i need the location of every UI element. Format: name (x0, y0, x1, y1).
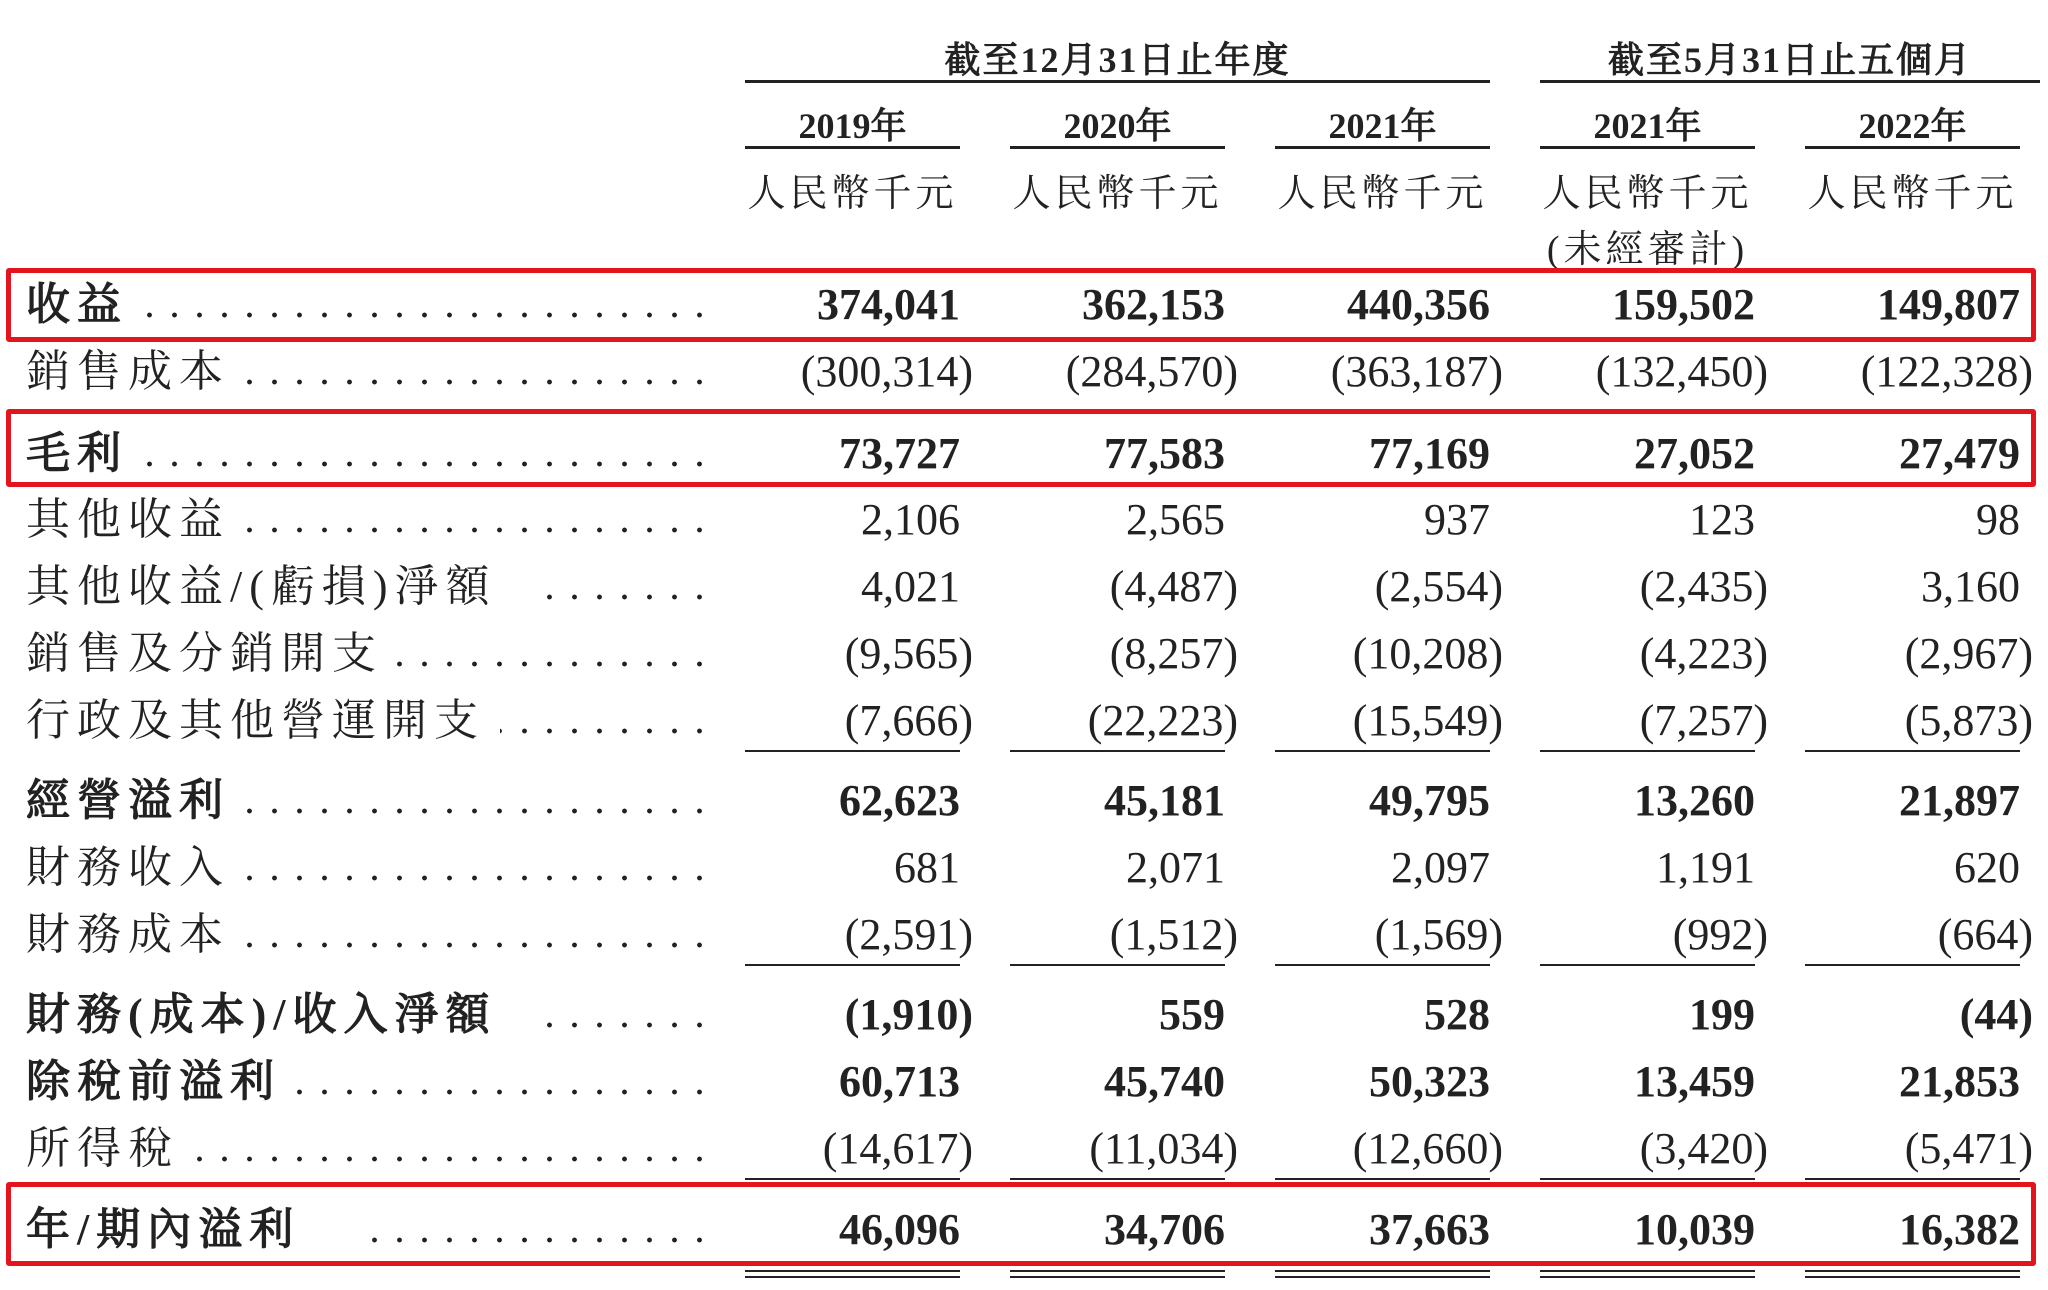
cell-value: (12,660) (1352, 1124, 1503, 1173)
cell-value: (2,554) (1374, 562, 1503, 611)
cell-value: 2,565 (1126, 495, 1225, 544)
cell-value: 937 (1424, 495, 1490, 544)
col-unit-2020: 人民幣千元 (1012, 173, 1223, 215)
subtotal-rule (1010, 964, 1225, 966)
cell-value: 27,479 (1899, 429, 2020, 478)
group-rule-five-months (1540, 80, 2040, 83)
row-label: 行政及其他營運開支 (26, 696, 485, 745)
leader-dots (235, 783, 712, 839)
cell-value: 440,356 (1347, 280, 1490, 329)
cell-value: (11,034) (1089, 1124, 1238, 1173)
cell-value: (15,549) (1352, 696, 1503, 745)
cell-value: (2,435) (1639, 562, 1768, 611)
total-double-rule (1275, 1270, 1490, 1272)
table-row-net-finance (0, 985, 2048, 1045)
cell-value: 149,807 (1877, 280, 2020, 329)
subtotal-rule (1805, 964, 2020, 966)
cell-value: 73,727 (839, 429, 960, 478)
cell-value: 77,169 (1369, 429, 1490, 478)
cell-value: (44) (1959, 990, 2033, 1039)
leader-dots (235, 502, 712, 558)
cell-value: 374,041 (817, 280, 960, 329)
cell-value: 60,713 (839, 1057, 960, 1106)
total-double-rule (1275, 1276, 1490, 1278)
cell-value: 559 (1159, 990, 1225, 1039)
cell-value: (14,617) (822, 1124, 973, 1173)
subtotal-rule (745, 750, 960, 752)
cell-value: (122,328) (1860, 347, 2033, 396)
cell-value: (7,257) (1639, 696, 1768, 745)
cell-value: (2,967) (1904, 629, 2033, 678)
col-unit-2021-interim: 人民幣千元 (1542, 173, 1753, 215)
cell-value: 528 (1424, 990, 1490, 1039)
table-row-admin-expenses (0, 691, 2048, 751)
cell-value: 2,097 (1391, 843, 1490, 892)
leader-dots (545, 569, 712, 625)
subtotal-rule (1010, 1178, 1225, 1180)
leader-dots (235, 850, 712, 906)
cell-value: (5,471) (1904, 1124, 2033, 1173)
cell-value: (5,873) (1904, 696, 2033, 745)
row-label: 毛利 (26, 429, 128, 478)
cell-value: 62,623 (839, 776, 960, 825)
row-label: 財務(成本)/收入淨額 (26, 990, 497, 1039)
year-rule-2020 (1010, 146, 1225, 149)
cell-value: 10,039 (1634, 1205, 1755, 1254)
leader-dots (290, 1064, 712, 1120)
col-year-2021: 2021年 (1328, 106, 1437, 146)
table-row-selling-distribution (0, 624, 2048, 684)
total-double-rule (1010, 1276, 1225, 1278)
year-rule-2021 (1275, 146, 1490, 149)
cell-value: (1,910) (844, 990, 973, 1039)
table-row-cost-of-sales (0, 342, 2048, 402)
subtotal-rule (1540, 750, 1755, 752)
cell-value: 13,260 (1634, 776, 1755, 825)
col-year-2020: 2020年 (1063, 106, 1172, 146)
total-double-rule (1805, 1270, 2020, 1272)
cell-value: (1,512) (1109, 910, 1238, 959)
total-double-rule (745, 1270, 960, 1272)
total-double-rule (1540, 1276, 1755, 1278)
table-row-other-income (0, 490, 2048, 550)
year-rule-2022-interim (1805, 146, 2020, 149)
subtotal-rule (1275, 1178, 1490, 1180)
leader-dots (185, 1131, 712, 1187)
row-label: 其他收益/(虧損)淨額 (26, 562, 497, 611)
cell-value: 3,160 (1921, 562, 2020, 611)
subtotal-rule (1275, 750, 1490, 752)
highlight-box-revenue (6, 268, 2036, 342)
cell-value: 2,071 (1126, 843, 1225, 892)
col-year-2021-interim: 2021年 (1593, 106, 1702, 146)
cell-value: (3,420) (1639, 1124, 1768, 1173)
total-double-rule (1010, 1270, 1225, 1272)
row-label: 年/期內溢利 (26, 1205, 301, 1254)
cell-value: (10,208) (1352, 629, 1503, 678)
subtotal-rule (1275, 964, 1490, 966)
cell-value: (7,666) (844, 696, 973, 745)
row-label: 財務收入 (26, 843, 230, 892)
subtotal-rule (1805, 750, 2020, 752)
cell-value: 27,052 (1634, 429, 1755, 478)
highlight-box-profit-for-period (6, 1182, 2036, 1266)
row-label: 財務成本 (26, 910, 230, 959)
cell-value: (1,569) (1374, 910, 1503, 959)
subtotal-rule (1805, 1178, 2020, 1180)
cell-value: (4,223) (1639, 629, 1768, 678)
cell-value: 620 (1954, 843, 2020, 892)
col-note-unaudited: (未經審計) (1546, 229, 1749, 271)
cell-value: 49,795 (1369, 776, 1490, 825)
col-unit-2021: 人民幣千元 (1277, 173, 1488, 215)
cell-value: 13,459 (1634, 1057, 1755, 1106)
group-rule-annual (745, 80, 1490, 83)
subtotal-rule (745, 1178, 960, 1180)
highlight-box-gross-profit (6, 409, 2036, 487)
cell-value: 45,181 (1104, 776, 1225, 825)
group-header-annual: 截至12月31日止年度 (944, 40, 1291, 80)
cell-value: 46,096 (839, 1205, 960, 1254)
cell-value: 159,502 (1612, 280, 1755, 329)
col-year-2019: 2019年 (798, 106, 907, 146)
cell-value: 34,706 (1104, 1205, 1225, 1254)
cell-value: 4,021 (861, 562, 960, 611)
cell-value: 21,897 (1899, 776, 2020, 825)
subtotal-rule (1540, 1178, 1755, 1180)
row-label: 收益 (26, 280, 128, 329)
cell-value: (22,223) (1087, 696, 1238, 745)
cell-value: 77,583 (1104, 429, 1225, 478)
group-header-five-months: 截至5月31日止五個月 (1607, 40, 1972, 80)
col-unit-2019: 人民幣千元 (747, 173, 958, 215)
cell-value: (284,570) (1065, 347, 1238, 396)
cell-value: 2,106 (861, 495, 960, 544)
table-row-income-tax (0, 1119, 2048, 1179)
cell-value: 50,323 (1369, 1057, 1490, 1106)
cell-value: 123 (1689, 495, 1755, 544)
leader-dots (395, 636, 712, 692)
year-rule-2019 (745, 146, 960, 149)
cell-value: 681 (894, 843, 960, 892)
row-label: 其他收益 (26, 495, 230, 544)
year-rule-2021-interim (1540, 146, 1755, 149)
table-row-finance-income (0, 838, 2048, 898)
total-double-rule (1805, 1276, 2020, 1278)
cell-value: 98 (1976, 495, 2020, 544)
col-unit-2022-interim: 人民幣千元 (1807, 173, 2018, 215)
row-label: 銷售及分銷開支 (26, 629, 383, 678)
col-year-2022-interim: 2022年 (1858, 106, 1967, 146)
cell-value: 362,153 (1082, 280, 1225, 329)
cell-value: 21,853 (1899, 1057, 2020, 1106)
cell-value: (2,591) (844, 910, 973, 959)
cell-value: (363,187) (1330, 347, 1503, 396)
cell-value: (9,565) (844, 629, 973, 678)
row-label: 除稅前溢利 (26, 1057, 281, 1106)
subtotal-rule (1540, 964, 1755, 966)
leader-dots (500, 703, 712, 759)
cell-value: (300,314) (800, 347, 973, 396)
table-row-finance-costs (0, 905, 2048, 965)
row-label: 經營溢利 (26, 776, 230, 825)
table-row-operating-profit (0, 771, 2048, 831)
cell-value: 37,663 (1369, 1205, 1490, 1254)
cell-value: 16,382 (1899, 1205, 2020, 1254)
total-double-rule (1540, 1270, 1755, 1272)
cell-value: 1,191 (1656, 843, 1755, 892)
cell-value: (4,487) (1109, 562, 1238, 611)
cell-value: (992) (1672, 910, 1768, 959)
cell-value: 45,740 (1104, 1057, 1225, 1106)
leader-dots (235, 354, 712, 410)
leader-dots (545, 997, 712, 1053)
row-label: 所得稅 (26, 1124, 179, 1173)
subtotal-rule (745, 964, 960, 966)
cell-value: 199 (1689, 990, 1755, 1039)
row-label: 銷售成本 (26, 347, 230, 396)
table-row-profit-before-tax (0, 1052, 2048, 1112)
total-double-rule (745, 1276, 960, 1278)
cell-value: (132,450) (1595, 347, 1768, 396)
cell-value: (664) (1937, 910, 2033, 959)
cell-value: (8,257) (1109, 629, 1238, 678)
leader-dots (235, 917, 712, 973)
subtotal-rule (1010, 750, 1225, 752)
table-row-other-gains-losses (0, 557, 2048, 617)
